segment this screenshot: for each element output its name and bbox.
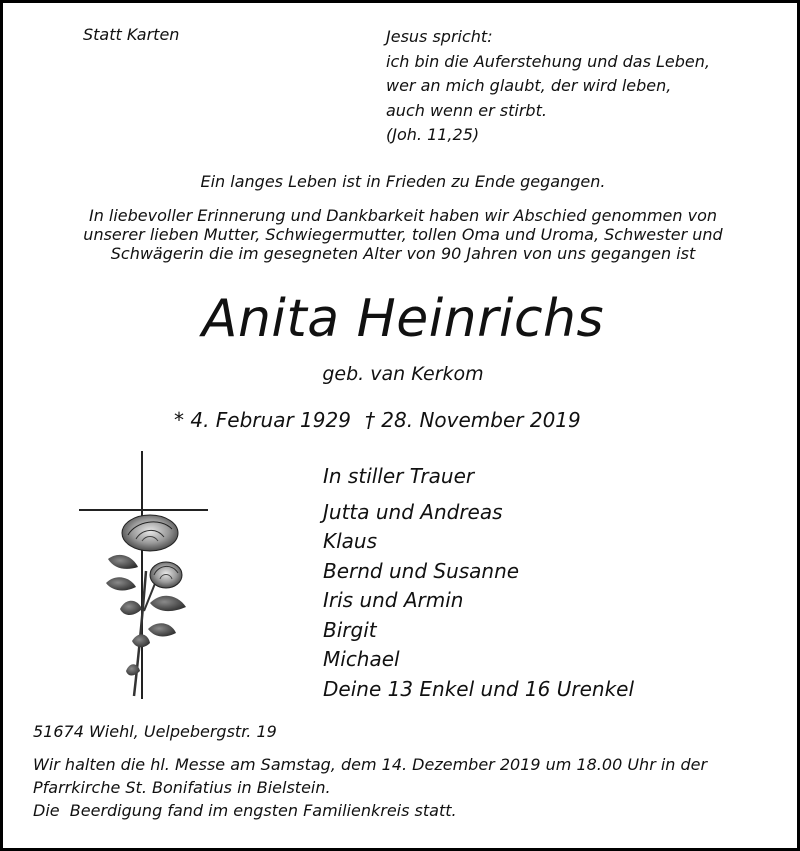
mourner-name: Deine 13 Enkel und 16 Urenkel (323, 676, 635, 701)
family-address: 51674 Wiehl, Uelpebergstr. 19 (33, 722, 277, 741)
service-notice (33, 753, 707, 822)
verse-line: ich bin die Auferstehung und das Leben, (386, 51, 710, 71)
notice-line: Die Beerdigung fand im engsten Familienkreis statt. (33, 801, 457, 820)
mourner-name: Jutta und Andreas (323, 499, 503, 524)
verse-line: wer an mich glaubt, der wird leben, (386, 76, 672, 95)
life-dates (174, 408, 595, 432)
paragraph-line: unserer lieben Mutter, Schwiegermutter, tollen Oma und Uroma, Schwester und (83, 225, 723, 244)
paragraph-line: Schwägerin die im gesegneten Alter von 90 Jahren von uns gegangen ist (110, 244, 696, 263)
mourner-name: Bernd und Susanne (323, 558, 520, 583)
mourner-name: Michael (323, 647, 400, 671)
deceased-name: Anita Heinrichs (201, 289, 605, 349)
mourner-name: Klaus (323, 529, 378, 553)
verse-reference: (Joh. 11,25) (386, 125, 480, 144)
notice-line: Pfarrkirche St. Bonifatius in Bielstein. (33, 778, 331, 797)
intro-paragraph (3, 206, 800, 263)
verse-line: Jesus spricht: (386, 27, 493, 46)
paragraph-line: In liebevoller Erinnerung und Dankbarkeit haben wir Abschied genommen von (88, 206, 718, 225)
mourners-heading: In stiller Trauer (323, 464, 475, 488)
intro-line: Ein langes Leben ist in Frieden zu Ende gegangen. (200, 172, 606, 191)
death-date: † 28. November 2019 (364, 408, 581, 432)
bible-verse (386, 25, 710, 148)
statt-karten-label: Statt Karten (83, 25, 180, 44)
notice-line: Wir halten die hl. Messe am Samstag, dem 14. Dezember 2019 um 18.00 Uhr in der (33, 755, 708, 774)
maiden-name: geb. van Kerkom (322, 363, 484, 385)
mourner-name: Iris und Armin (323, 588, 464, 612)
birth-date: * 4. Februar 1929 (174, 408, 351, 432)
mourner-name: Birgit (323, 617, 377, 642)
rose-icon (98, 511, 208, 701)
mourners-list (323, 462, 634, 704)
verse-line: auch wenn er stirbt. (386, 100, 547, 120)
